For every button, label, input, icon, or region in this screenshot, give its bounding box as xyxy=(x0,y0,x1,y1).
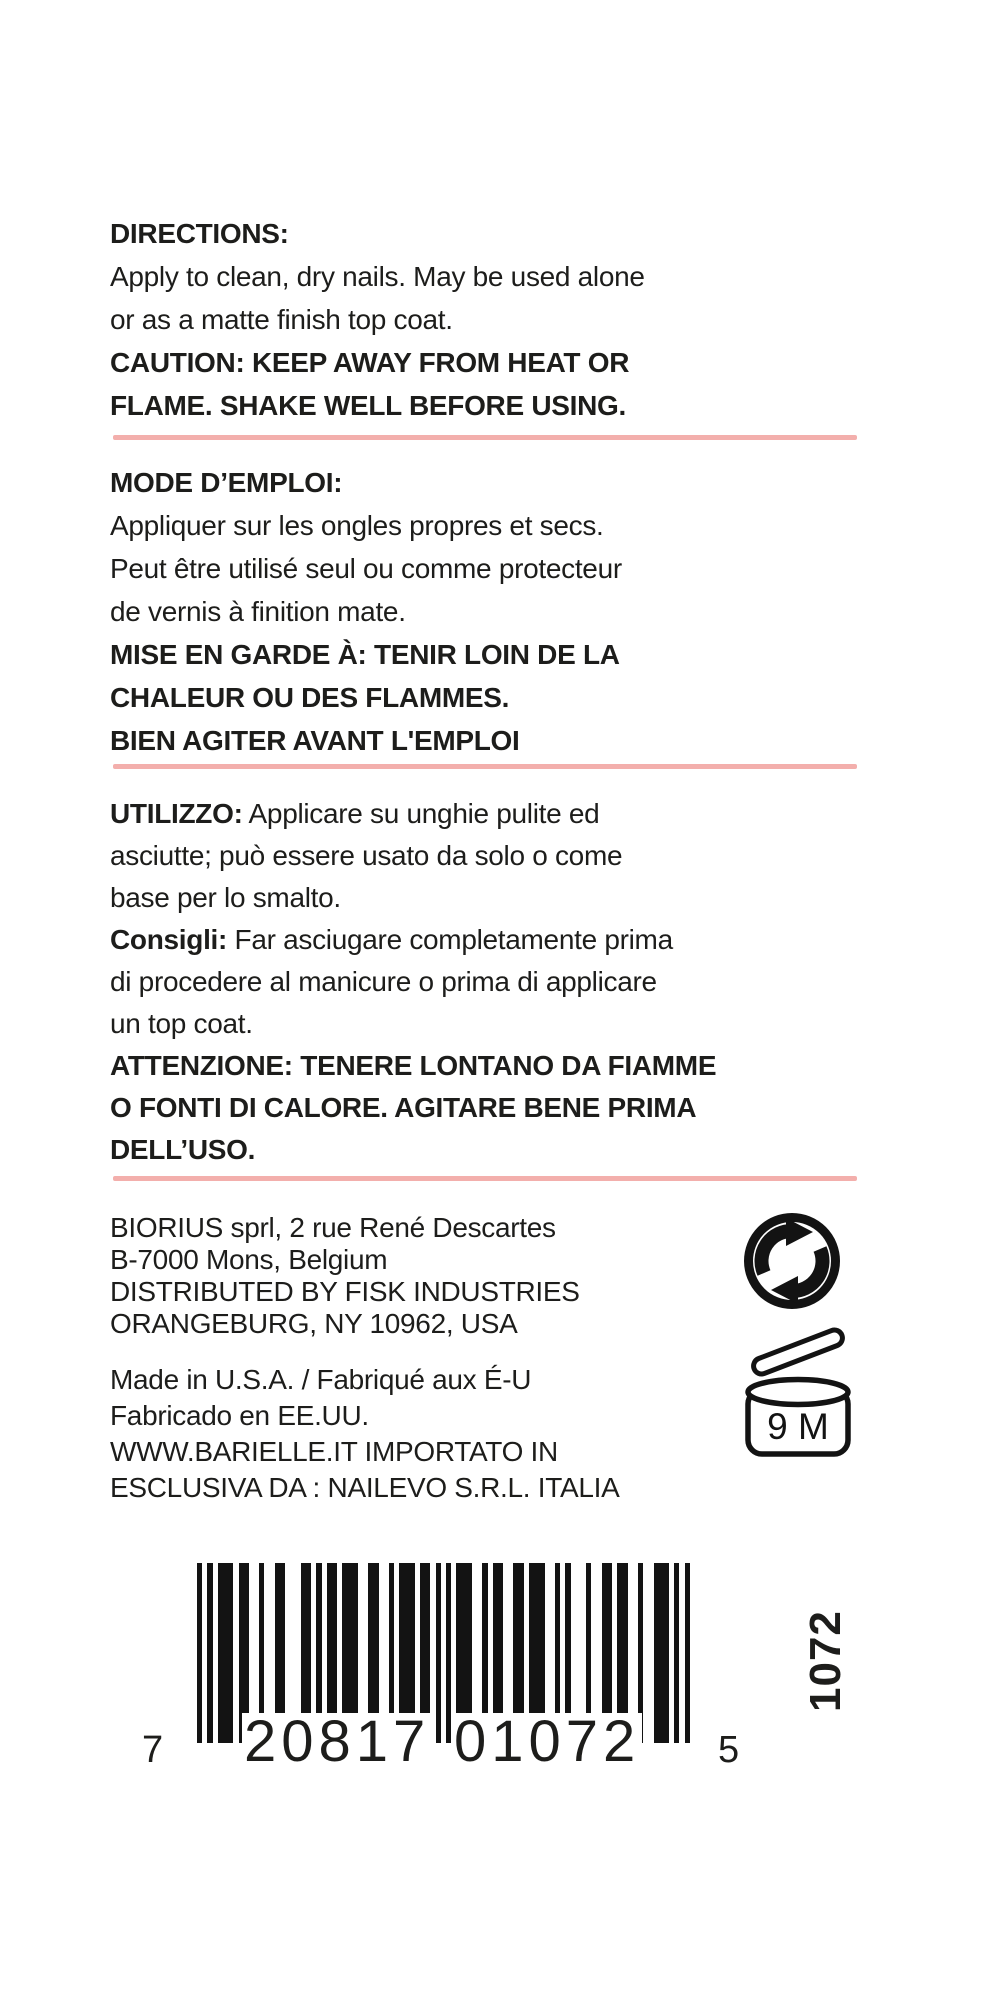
text-line: CHALEUR OU DES FLAMMES. xyxy=(110,682,510,713)
text-line: base per lo smalto. xyxy=(110,882,341,913)
item-number-vertical: 1072 xyxy=(801,1610,850,1712)
section-directions-english xyxy=(110,212,645,427)
text-line: DIRECTIONS: xyxy=(110,218,289,249)
text-line: un top coat. xyxy=(110,1008,253,1039)
text-line: BIEN AGITER AVANT L'EMPLOI xyxy=(110,725,520,756)
text-line: ATTENZIONE: TENERE LONTANO DA FIAMME xyxy=(110,1050,717,1081)
pao-months-label: 9 M xyxy=(767,1406,829,1447)
text-line: ESCLUSIVA DA : NAILEVO S.R.L. ITALIA xyxy=(110,1472,620,1503)
text-line: DELL’USO. xyxy=(110,1134,256,1165)
origin-and-importer-block xyxy=(110,1362,619,1506)
text-line: ORANGEBURG, NY 10962, USA xyxy=(110,1308,518,1339)
text-line: FLAME. SHAKE WELL BEFORE USING. xyxy=(110,390,626,421)
text-line: Made in U.S.A. / Fabriqué aux É-U xyxy=(110,1364,532,1395)
text-line: MISE EN GARDE À: TENIR LOIN DE LA xyxy=(110,639,620,670)
text-line: de vernis à finition mate. xyxy=(110,596,406,627)
text-line: or as a matte finish top coat. xyxy=(110,304,453,335)
text-line: CAUTION: KEEP AWAY FROM HEAT OR xyxy=(110,347,630,378)
text-line: Fabricado en EE.UU. xyxy=(110,1400,369,1431)
separator-line-2 xyxy=(113,764,857,769)
text-line: MODE D’EMPLOI: xyxy=(110,467,343,498)
text-line: Appliquer sur les ongles propres et secs. xyxy=(110,510,604,541)
green-dot-recycling-icon xyxy=(742,1211,842,1311)
period-after-opening-icon xyxy=(737,1326,859,1460)
barcode-left-digits: 20817 xyxy=(244,1709,431,1774)
section-directions-french xyxy=(110,461,622,762)
barcode-number-system-digit: 7 xyxy=(142,1729,164,1771)
text-line: BIORIUS sprl, 2 rue René Descartes xyxy=(110,1212,556,1243)
text-line: Apply to clean, dry nails. May be used alone xyxy=(110,261,645,292)
upc-barcode xyxy=(140,1563,780,1773)
text-line: DISTRIBUTED BY FISK INDUSTRIES xyxy=(110,1276,580,1307)
barcode-check-digit: 5 xyxy=(718,1729,740,1771)
barcode-right-digits: 01072 xyxy=(454,1709,641,1774)
section-directions-italian xyxy=(110,793,716,1171)
separator-line-3 xyxy=(113,1176,857,1181)
text-line: WWW.BARIELLE.IT IMPORTATO IN xyxy=(110,1436,558,1467)
text-line: Peut être utilisé seul ou comme protecteur xyxy=(110,553,622,584)
manufacturer-address-block xyxy=(110,1212,580,1340)
text-line: di procedere al manicure o prima di applicare xyxy=(110,966,657,997)
text-line: O FONTI DI CALORE. AGITARE BENE PRIMA xyxy=(110,1092,697,1123)
text-line: UTILIZZO: Applicare su unghie pulite ed xyxy=(110,798,600,829)
text-line: B-7000 Mons, Belgium xyxy=(110,1244,388,1275)
text-line: Consigli: Far asciugare completamente prima xyxy=(110,924,673,955)
separator-line-1 xyxy=(113,435,857,440)
text-line: asciutte; può essere usato da solo o come xyxy=(110,840,623,871)
